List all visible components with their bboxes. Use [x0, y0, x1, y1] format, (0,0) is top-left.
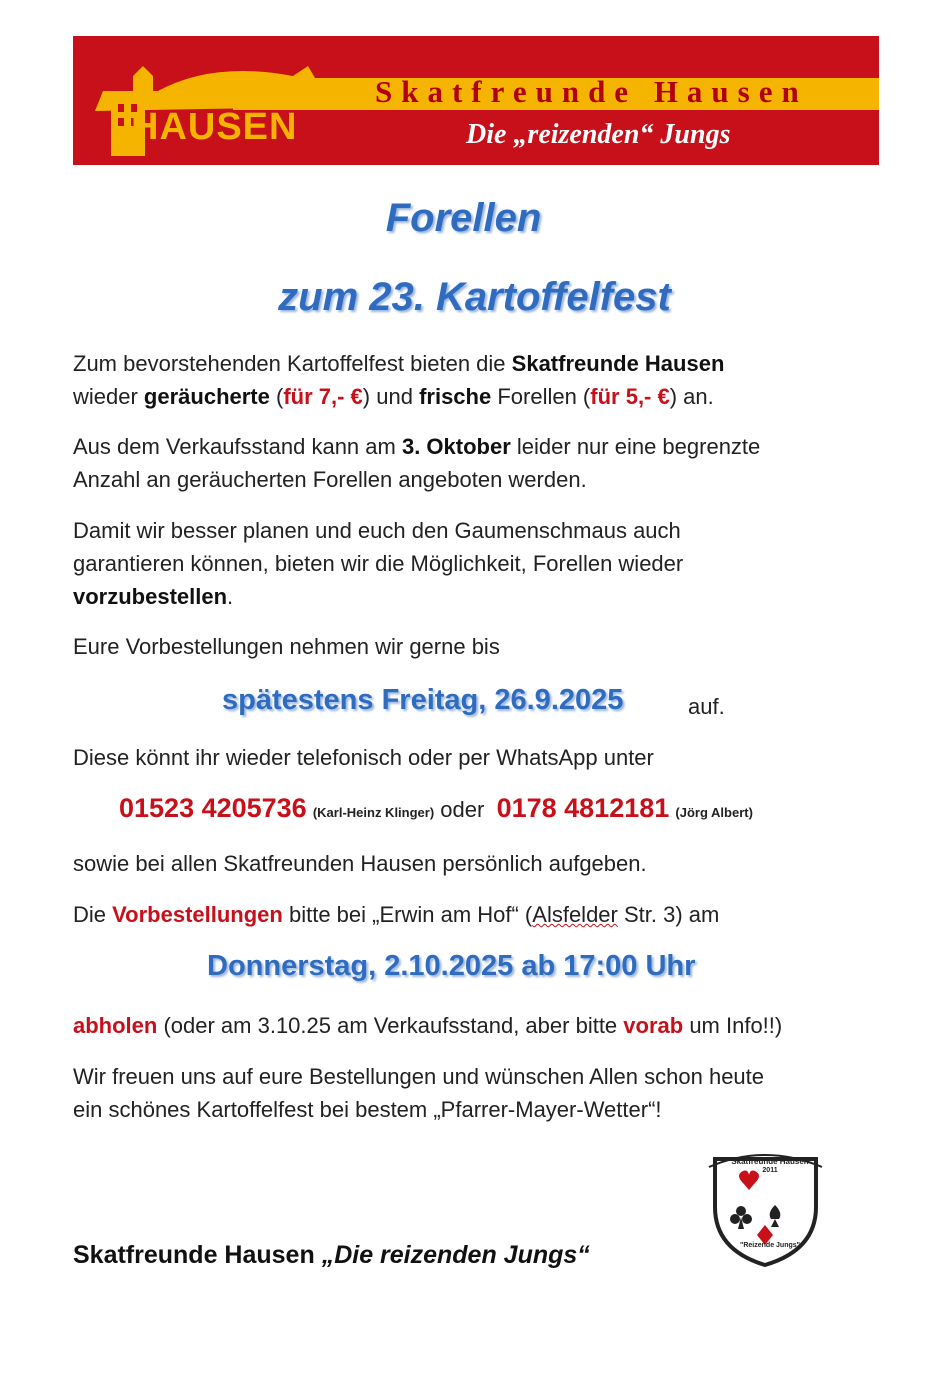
paragraph-pickup-location: Die Vorbestellungen bitte bei „Erwin am Hof“ (Alsfelder Str. 3) am — [73, 902, 720, 927]
contact-or: oder — [440, 797, 485, 822]
paragraph-limited: Aus dem Verkaufsstand kann am 3. Oktober leider nur eine begrenzte Anzahl an geräucherten Forellen angeboten werden. — [73, 434, 761, 492]
pickup-date: Donnerstag, 2.10.2025 ab 17:00 Uhr — [207, 950, 696, 982]
contact-line — [119, 793, 753, 824]
paragraph-preorder: Damit wir besser planen und euch den Gaumenschmaus auch garantieren können, bieten wir die Möglichkeit, Forellen wieder vorzubestellen. — [73, 518, 684, 609]
badge-year: 2011 — [762, 1167, 778, 1174]
paragraph-contact: Diese könnt ihr wieder telefonisch oder per WhatsApp unter — [73, 745, 654, 770]
footer-signature: Skatfreunde Hausen „Die reizenden Jungs“ — [73, 1241, 590, 1269]
logo-text: HAUSEN — [131, 106, 298, 148]
phone-2[interactable]: 0178 4812181 — [496, 793, 670, 823]
contact-name-2: (Jörg Albert) — [675, 805, 753, 820]
club-slogan: Die „reizenden“ Jungs — [466, 119, 731, 150]
paragraph-pickup: abholen (oder am 3.10.25 am Verkaufsstand, aber bitte vorab um Info!!) — [73, 1013, 783, 1038]
deadline-date: spätestens Freitag, 26.9.2025 — [222, 684, 624, 716]
paragraph-until: Eure Vorbestellungen nehmen wir gerne bis — [73, 634, 500, 659]
paragraph-personal: sowie bei allen Skatfreunden Hausen persönlich aufgeben. — [73, 851, 647, 876]
badge-bottom-text: "Reizende Jungs" — [740, 1242, 800, 1249]
club-name: Skatfreunde Hausen — [375, 74, 808, 109]
deadline-suffix: auf. — [688, 694, 725, 719]
phone-1[interactable]: 01523 4205736 — [119, 793, 307, 823]
paragraph-offer: Zum bevorstehenden Kartoffelfest bieten die Skatfreunde Hausen wieder geräucherte (für 7,- €) und frische Forellen (für 5,- €) an. — [73, 351, 725, 409]
contact-name-1: (Karl-Heinz Klinger) — [312, 805, 435, 820]
headline-title: Forellen — [385, 196, 542, 240]
paragraph-closing: Wir freuen uns auf eure Bestellungen und wünschen Allen schon heute ein schönes Kartoffelfest bei bestem „Pfarrer-Mayer-Wetter“! — [73, 1064, 765, 1122]
header-banner — [73, 36, 879, 165]
badge-top-text: Skatfreunde Hausen — [731, 1157, 809, 1166]
headline-subtitle: zum 23. Kartoffelfest — [278, 275, 671, 319]
